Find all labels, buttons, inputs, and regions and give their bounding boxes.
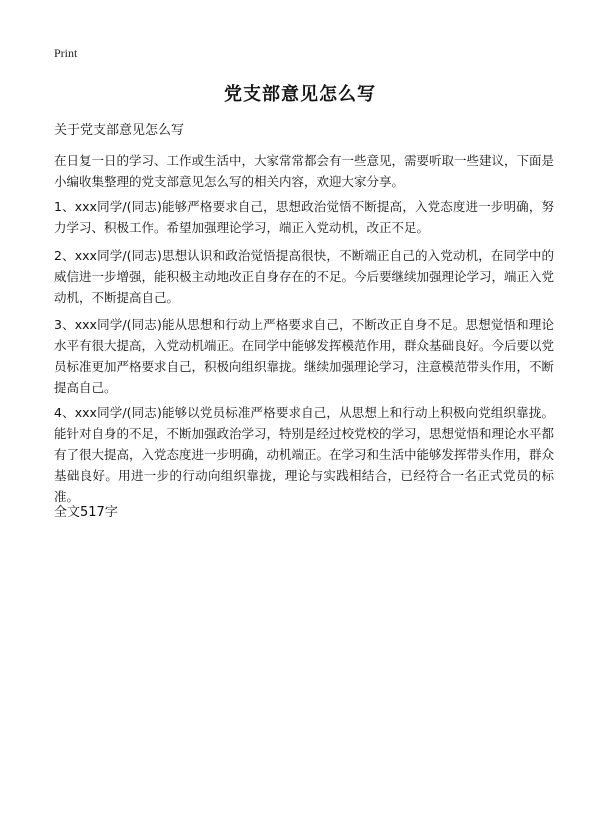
opinion-paragraph-3: 3、xxx同学/(同志)能从思想和行动上严格要求自己，不断改正自身不足。思想觉悟和理论水平有很大提高，入党动机端正。在同学中能够发挥模范作用，群众基础良好。今后要以党员标准更加严格要求自己，积极向组织靠拢。继续加强理论学习，注意模范带头作用，不断提高自己。 [54,317,555,395]
intro-paragraph: 在日复一日的学习、工作或生活中，大家常常都会有一些意见，需要听取一些建议，下面是小编收集整理的党支部意见怎么写的相关内容，欢迎大家分享。 [54,153,555,189]
opinion-paragraph-4: 4、xxx同学/(同志)能够以党员标准严格要求自己，从思想上和行动上积极向党组织靠拢。能针对自身的不足，不断加强政治学习，特别是经过校党校的学习，思想觉悟和理论水平都有了很大提高，入党态度进一步明确，动机端正。在学习和生活中能够发挥带头作用，群众基础良好。用进一步的行动向组织靠拢，理论与实践相结合，已经符合一名正式党员的标准。 [54,405,555,504]
document-subtitle: 关于党支部意见怎么写 [54,123,185,138]
document-title: 党支部意见怎么写 [224,84,376,105]
print-link[interactable]: Print [54,46,78,60]
opinion-paragraph-2: 2、xxx同学/(同志)思想认识和政治觉悟提高很快，不断端正自己的入党动机，在同学中的威信进一步增强，能积极主动地改正自身存在的不足。今后要继续加强理论学习，端正入党动机，不断提高自己。 [54,248,555,305]
word-count: 全文517字 [54,505,118,520]
opinion-paragraph-1: 1、xxx同学/(同志)能够严格要求自己，思想政治觉悟不断提高，入党态度进一步明确，努力学习、积极工作。希望加强理论学习，端正入党动机，改正不足。 [54,199,554,235]
